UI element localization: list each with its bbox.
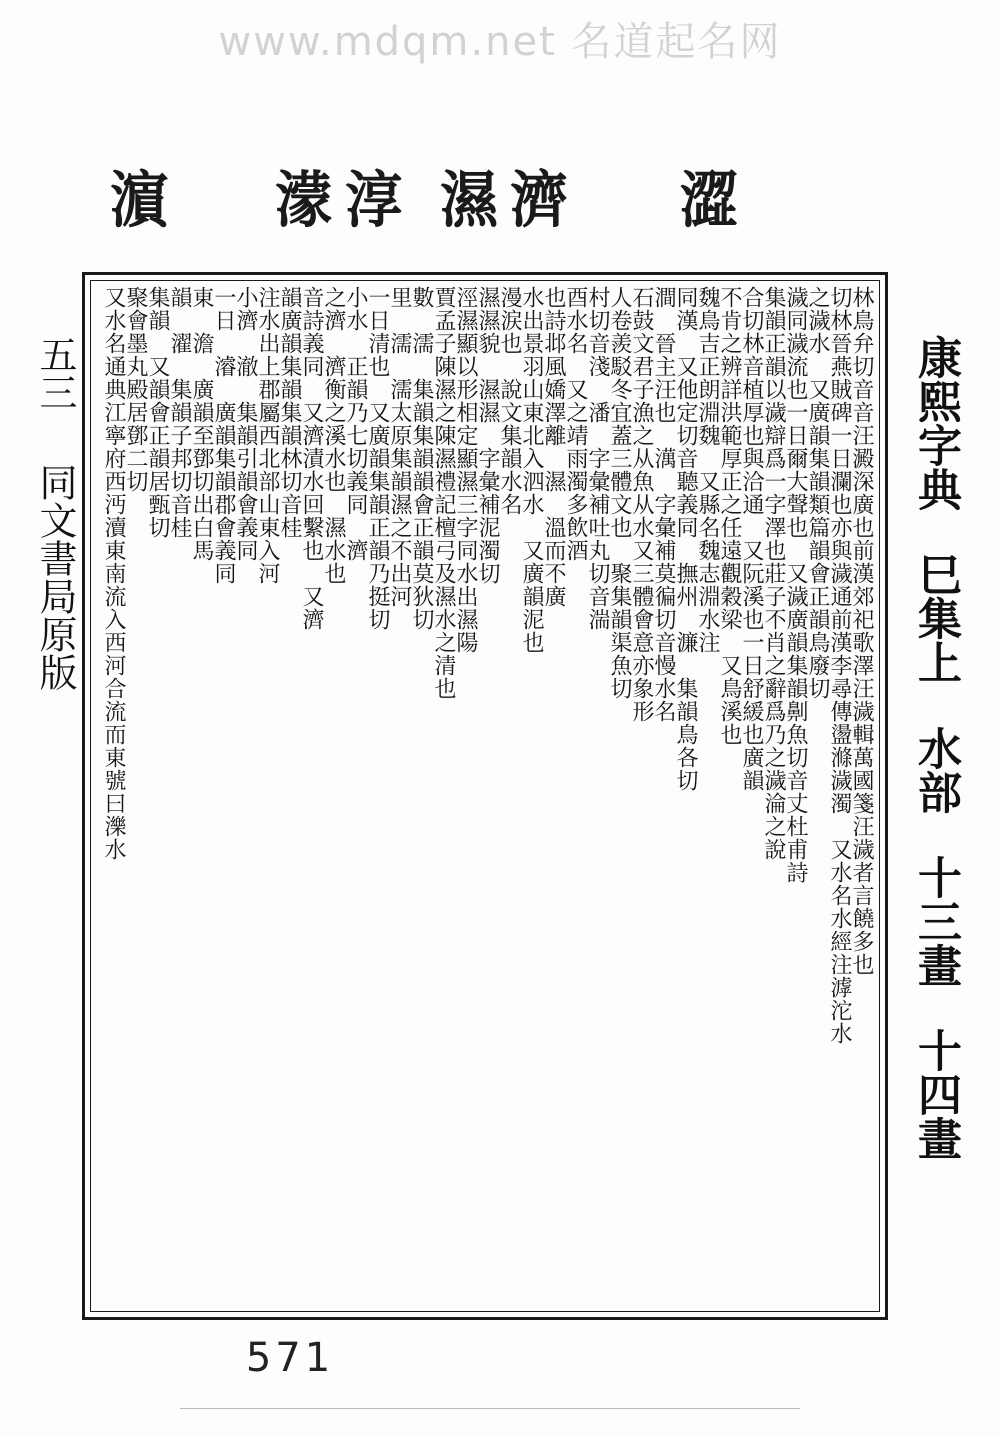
seal-char-3: 濕 bbox=[440, 164, 499, 236]
text-column: 一日 濬 廣韻集韻郡會義同 bbox=[211, 286, 236, 585]
page-number: 571 bbox=[245, 1335, 335, 1381]
text-column: 集韻正韻以濊辯爲一字澤也莊子不肖之辭爲乃之濊淪之說 bbox=[761, 286, 786, 861]
text-column: 村切音淺 潘 字彙補吐丸切音湍 bbox=[585, 286, 610, 631]
text-column: 數 濡 集韻集韻韻會正韻莫狄切 bbox=[409, 286, 434, 631]
text-column: 魏鳥吉正朗淵魏 又縣名魏志淵水注 bbox=[695, 286, 720, 654]
text-column: 水出景羽山東北入泗水 又廣韻泥也 bbox=[519, 286, 544, 654]
stroke-count-b: 十四畫 bbox=[910, 1028, 961, 1161]
seal-char-4: 淳 bbox=[345, 164, 404, 236]
text-column: 石鼓文君子漁之从魚从水又三體會意亦象形 bbox=[629, 286, 654, 723]
text-column: 也詩邶風嬌澤離 濕 溫而不廣 bbox=[541, 286, 566, 608]
text-column: 不肯之辨詳洪範厚正之任遠觀穀梁 又鳥溪也 bbox=[717, 286, 742, 746]
text-column: 同漢 又他定切音聽義同 撫州 濂 集韻鳥各切 bbox=[673, 286, 698, 792]
seal-char-6: 濵 bbox=[110, 164, 169, 236]
text-column: 又水名通典江寧府西沔瀆東南流入西河合流而東號曰濼水 bbox=[101, 286, 126, 861]
text-column: 聚會墨丸殿居鄧二切 bbox=[123, 286, 148, 493]
seal-char-1: 澀 bbox=[680, 164, 739, 236]
seal-script-row bbox=[110, 165, 830, 235]
text-column: 韻 濯 集韻子邦切音桂 bbox=[167, 286, 192, 539]
text-column: 合切林音植厚也與洽通 又阮溪也一日舒緩也廣韻 bbox=[739, 286, 764, 792]
watermark: www.mdqm.net 名道起名网 bbox=[218, 19, 782, 65]
text-column: 里 濡 濡太原集韻濕之不出河 bbox=[387, 286, 412, 608]
text-column: 濊同濊流也一日爾大聲也 又濊廣韻集韻劓魚切音丈杜甫詩 bbox=[783, 286, 808, 884]
text-column: 集韻 又韻會正韻居甄切 bbox=[145, 286, 170, 539]
text-column: 澗 晉主汪也 澫 字彙補莫徧切音慢水名 bbox=[651, 286, 676, 723]
text-column: 之濊水 又廣韻集韻類篇韻會正韻鳥廢切 bbox=[805, 286, 830, 700]
text-column: 小濟 澈 集韻引韻會義同 bbox=[233, 286, 258, 562]
text-column: 濕濕貌 濕濕 字彙補泥濁切 bbox=[475, 286, 500, 585]
text-column: 注水出上郡屬西北部山東入河 bbox=[255, 286, 280, 585]
seal-char-5: 濛 bbox=[275, 164, 334, 236]
text-column: 人卷羨駁冬宜蓋三體文也 聚集韻渠魚切 bbox=[607, 286, 632, 700]
text-column: 音詩義同 又濟漬水回繫也 又濟 bbox=[299, 286, 324, 631]
dictionary-title: 康熙字典 bbox=[910, 335, 961, 511]
publisher-margin bbox=[30, 335, 80, 1435]
seal-char-2: 濟 bbox=[510, 164, 569, 236]
dictionary-text-body bbox=[96, 286, 874, 1306]
text-column: 涇濕顯以形相定顯濕三字同水出濕陽 bbox=[453, 286, 478, 654]
text-column: 賈孟子陳濕之陳濕禮記檀弓及濕水之清也 bbox=[431, 286, 456, 700]
bottom-divider bbox=[180, 1408, 800, 1409]
text-column: 小水 正韻乃七切義同 濟 bbox=[343, 286, 368, 562]
text-column: 一日清也 又廣韻集韻正韻乃挺切 bbox=[365, 286, 390, 631]
running-header bbox=[905, 335, 965, 1435]
radical-label: 水部 bbox=[910, 725, 961, 814]
publisher-name: 同文書局原版 bbox=[33, 463, 77, 692]
text-column: 切林晉燕賊碑一日瀾也亦與濊通前漢李尋傳盪滌濊濁 又水名水經注滹沱水 bbox=[827, 286, 852, 1045]
text-column: 酉水名 又之靖雨濁多飲酒 bbox=[563, 286, 588, 562]
volume-label: 巳集上 bbox=[910, 552, 961, 685]
text-column: 東 澹 廣韻至鄧切出白馬 bbox=[189, 286, 214, 562]
text-column: 韻廣韻集韻集韻林切音桂 bbox=[277, 286, 302, 539]
text-column: 林鳥弁切音音汪澱深廣也前漢郊祀歌澤汪濊輯萬國箋汪濊者言饒多也 bbox=[849, 286, 874, 976]
text-column: 漫涙也 說文集韻水名 bbox=[497, 286, 522, 516]
page-label: 五三 bbox=[33, 335, 77, 411]
text-column: 之濟 濟衡之溪水也 濕水也 bbox=[321, 286, 346, 585]
stroke-count-a: 十三畫 bbox=[910, 854, 961, 987]
